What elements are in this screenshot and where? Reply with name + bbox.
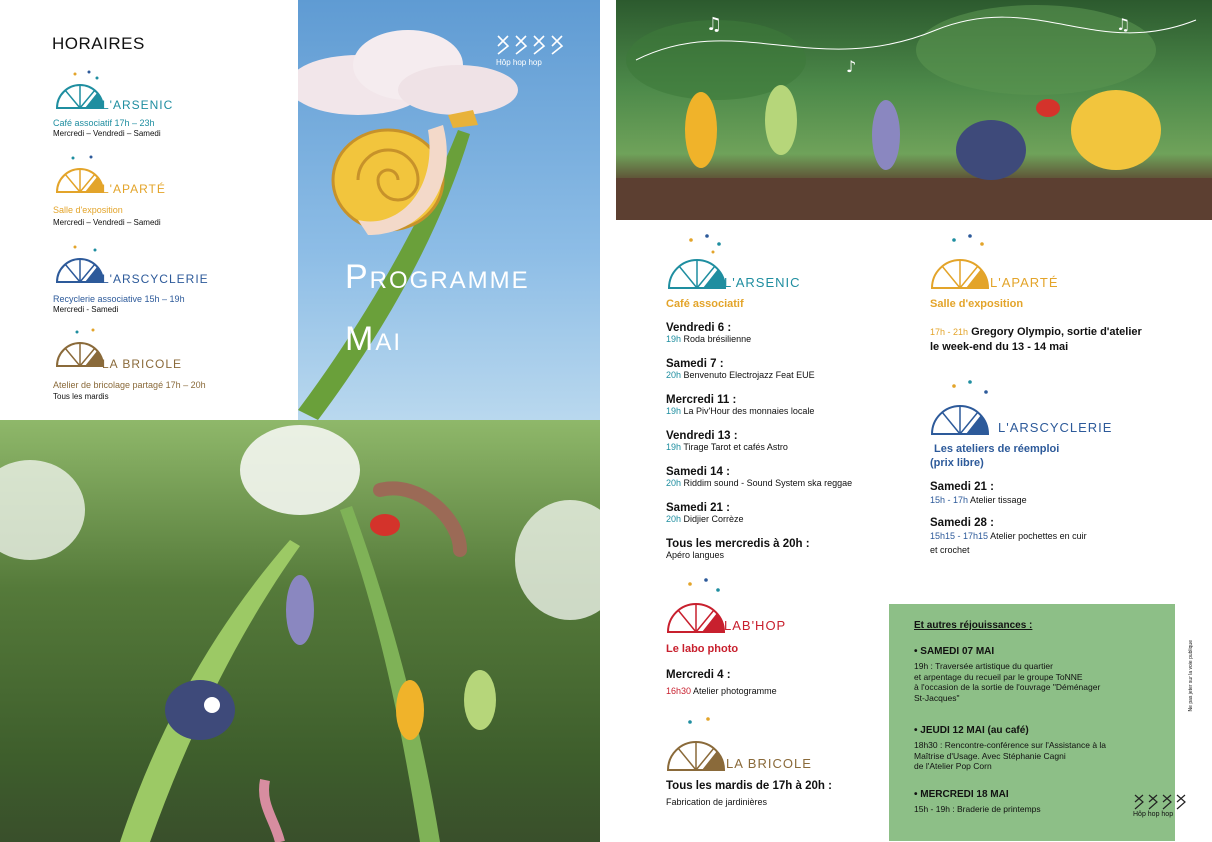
extra-line: 19h : Traversée artistique du quartier [914, 661, 1053, 671]
event-item [666, 466, 891, 502]
extra-line: 18h30 : Rencontre-conférence sur l'Assistance à la [914, 740, 1107, 750]
event-time: 19h [666, 442, 682, 452]
labhop-name: LAB'HOP [724, 618, 787, 633]
extra-line: 15h - 19h : Braderie de printemps [914, 804, 1041, 814]
labhop-day: Mercredi 4 : [666, 669, 731, 681]
arscyclerie-section-name: L'ARSCYCLERIE [998, 420, 1113, 435]
labhop-title: Atelier photogramme [693, 686, 777, 696]
hophophop-footer-logo-icon [1133, 794, 1193, 810]
arsenic-days: Mercredi – Vendredi – Samedi [53, 129, 161, 138]
weekly-event [666, 538, 891, 560]
event-day: Mercredi 11 : [666, 394, 737, 406]
event-title: Roda brésilienne [683, 334, 752, 344]
event-time: 20h [666, 370, 682, 380]
forest-illustration [616, 0, 1212, 220]
weekly-text: Apéro langues [666, 550, 725, 560]
event-time: 20h [666, 514, 682, 524]
extra-item-text [914, 740, 1169, 772]
event-day: Vendredi 13 : [666, 430, 738, 442]
event-title: Tirage Tarot et cafés Astro [683, 442, 788, 452]
arsenic-section-name: L'ARSENIC [724, 275, 801, 290]
aparte-hours: Salle d'exposition [53, 205, 123, 215]
extra-line: St-Jacques" [914, 692, 960, 703]
vertical-note: Ne pas jeter sur la voie publique [1188, 640, 1194, 712]
arsenic-event-list [666, 322, 891, 560]
arsenic-name: L'ARSENIC [102, 98, 174, 112]
svg-text:♫: ♫ [706, 14, 723, 35]
svg-text:♫: ♫ [1116, 15, 1131, 34]
extra-line: de l'Atelier Pop Corn [914, 761, 992, 771]
programme-month: Mai [345, 320, 402, 358]
extra-item-text [914, 661, 1164, 703]
extra-item-head: • SAMEDI 07 MAI [914, 646, 995, 657]
hophophop-logo-icon [496, 34, 566, 56]
arscyclerie-subtitle2: (prix libre) [930, 457, 984, 469]
event-time: 19h [666, 334, 682, 344]
bricole-name: LA BRICOLE [102, 357, 183, 371]
bricole-section-name: LA BRICOLE [726, 756, 812, 771]
bricole-head: Tous les mardis de 17h à 20h : [666, 780, 832, 792]
extra-line: Maîtrise d'Usage. Avec Stéphanie Cagni [914, 750, 1066, 761]
weekly-head: Tous les mercredis à 20h : [666, 538, 810, 550]
aparte-title: Gregory Olympio, sortie d'atelier [971, 326, 1142, 338]
aparte-section-name: L'APARTÉ [990, 275, 1059, 290]
labhop-time: 16h30 [666, 686, 692, 696]
event-day: Samedi 7 : [666, 358, 724, 370]
extras-heading: Et autres réjouissances : [914, 620, 1033, 631]
labhop-subtitle: Le labo photo [666, 643, 739, 655]
event-day: Vendredi 6 : [666, 322, 732, 334]
aparte-subtitle: Salle d'exposition [930, 298, 1024, 310]
bricole-section-logo-icon [666, 714, 726, 772]
event-item [666, 502, 891, 538]
labhop-logo-icon [666, 576, 726, 634]
arscyclerie-time-1: 15h - 17h [930, 495, 969, 505]
aparte-title2: le week-end du 13 - 14 mai [930, 341, 1069, 353]
aparte-section-logo-icon [930, 232, 990, 290]
aparte-event [930, 326, 1180, 338]
arscyclerie-title-2: Atelier pochettes en cuir [990, 531, 1087, 541]
arscyclerie-logo-icon [55, 242, 105, 284]
extra-item-head: • MERCREDI 18 MAI [914, 789, 1009, 800]
arsenic-hours: Café associatif 17h – 23h [53, 118, 155, 128]
event-item [666, 322, 891, 358]
aparte-logo-icon [55, 152, 105, 194]
arsenic-subtitle: Café associatif [666, 298, 744, 310]
brand-name: Hôp hop hop [496, 58, 542, 67]
svg-text:♪: ♪ [846, 57, 857, 76]
event-time: 19h [666, 406, 682, 416]
footer-brand: Hôp hop hop [1133, 811, 1174, 818]
event-day: Samedi 21 : [666, 502, 730, 514]
event-title: La Piv'Hour des monnaies locale [683, 406, 815, 416]
extra-line: et arpentage du recueil par le groupe ToNNE [914, 671, 1083, 682]
arsenic-section-logo-icon [667, 232, 727, 290]
extra-line: à l'occasion de la sortie de l'ouvrage "Déménager [914, 682, 1101, 692]
event-title: Didjier Corrèze [683, 514, 744, 524]
left-page [0, 0, 600, 842]
event-title: Riddim sound - Sound System ska reggae [683, 478, 853, 488]
arscyclerie-days: Mercredi - Samedi [53, 305, 119, 314]
arscyclerie-hours: Recyclerie associative 15h – 19h [53, 294, 185, 304]
aparte-name: L'APARTÉ [102, 182, 166, 196]
event-day: Samedi 14 : [666, 466, 730, 478]
event-item [666, 358, 891, 394]
bricole-logo-icon [55, 326, 105, 368]
schedule-panel [0, 0, 298, 420]
aparte-days: Mercredi – Vendredi – Samedi [53, 218, 161, 227]
arscyclerie-day-2: Samedi 28 : [930, 517, 994, 529]
extra-item-head: • JEUDI 12 MAI (au café) [914, 725, 1029, 736]
event-time: 20h [666, 478, 682, 488]
horaires-title: HORAIRES [52, 34, 145, 53]
event-item [666, 394, 891, 430]
bricole-text: Fabrication de jardinières [666, 797, 768, 807]
event-item [666, 430, 891, 466]
extra-item-text [914, 804, 1041, 815]
arscyclerie-section-logo-icon [930, 378, 1000, 436]
arscyclerie-time-2: 15h15 - 17h15 [930, 531, 989, 541]
bricole-days: Tous les mardis [53, 392, 109, 401]
insects-illustration [0, 420, 600, 842]
arscyclerie-title-1: Atelier tissage [970, 495, 1027, 505]
aparte-time: 17h - 21h [930, 327, 969, 337]
bricole-hours: Atelier de bricolage partagé 17h – 20h [53, 380, 206, 390]
event-title: Benvenuto Electrojazz Feat EUE [683, 370, 815, 380]
arsenic-logo-icon [55, 68, 105, 110]
programme-title: Programme [345, 258, 530, 296]
arscyclerie-day-1: Samedi 21 : [930, 481, 994, 493]
arscyclerie-subtitle: Les ateliers de réemploi [934, 443, 1060, 455]
arscyclerie-title-2b: et crochet [930, 545, 970, 555]
arscyclerie-name: L'ARSCYCLERIE [102, 272, 209, 286]
